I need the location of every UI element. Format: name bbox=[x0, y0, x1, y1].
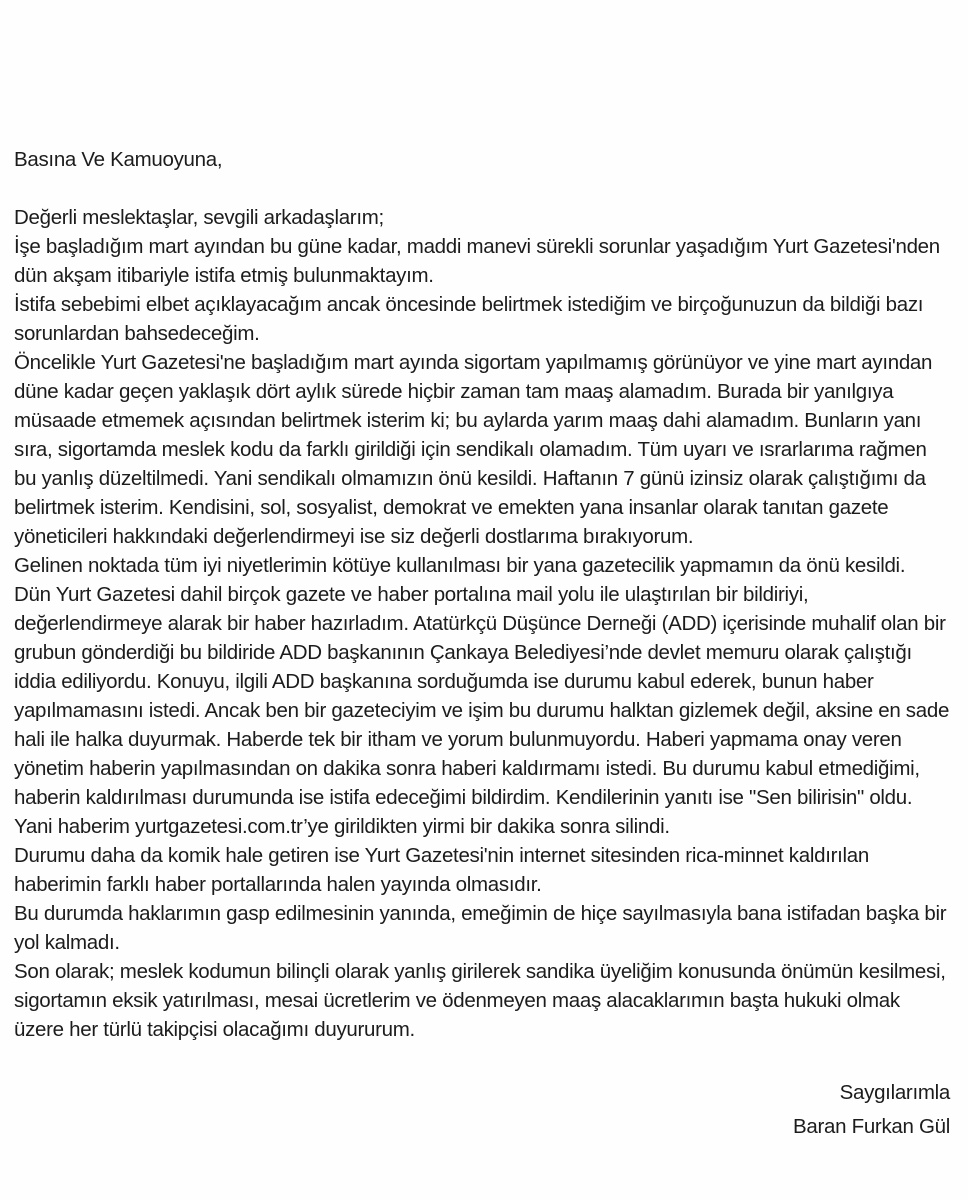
letter-paragraph: İstifa sebebimi elbet açıklayacağım ancak öncesinde belirtmek istediğim ve birçoğunuzun da bildiği bazı sorunlardan bahsedeceğim. bbox=[14, 293, 924, 345]
letter-paragraph: İşe başladığım mart ayından bu güne kadar, maddi manevi sürekli sorunlar yaşadığım Yurt Gazetesi'nden dün akşam itibariyle istifa etmiş bulunmaktayım. bbox=[14, 235, 940, 287]
signature-block bbox=[14, 1076, 950, 1144]
letter-paragraph: Durumu daha da komik hale getiren ise Yurt Gazetesi'nin internet sitesinden rica-minnet kaldırılan haberimin farklı haber portallarında halen yayında olmasıdır. bbox=[14, 844, 869, 896]
letter-paragraph: Öncelikle Yurt Gazetesi'ne başladığım mart ayında sigortam yapılmamış görünüyor ve yine mart ayından düne kadar geçen yaklaşık dört aylık sürede hiçbir zaman tam maaş alamadım. Burada bir yanılgıya müsaade etmemek açısından belirtmek isterim ki; bu aylarda yarım maaş dahi alamadım. Bunların yanı sıra, sigortamda meslek kodu da farklı girildiği için sendikalı olamadım. Tüm uyarı ve ısrarlarıma rağmen bu yanlış düzeltilmedi. Yani sendikalı olmamızın önü kesildi. Haftanın 7 günü izinsiz olarak çalıştığımı da belirtmek isterim. Kendisini, sol, sosyalist, demokrat ve emekten yana insanlar olarak tanıtan gazete yöneticileri hakkındaki değerlendirmeyi ise siz değerli dostlarıma bırakıyorum. bbox=[14, 351, 933, 548]
letter-greeting: Değerli meslektaşlar, sevgili arkadaşlarım; bbox=[14, 206, 384, 229]
letter-salutation: Basına Ve Kamuoyuna, bbox=[14, 148, 223, 171]
closing-salutation: Saygılarımla bbox=[839, 1081, 950, 1104]
letter-paragraph: Gelinen noktada tüm iyi niyetlerimin kötüye kullanılması bir yana gazetecilik yapmamın da önü kesildi. bbox=[14, 554, 906, 577]
letter-paragraph: Dün Yurt Gazetesi dahil birçok gazete ve haber portalına mail yolu ile ulaştırılan bir bildiriyi, değerlendirmeye alarak bir haber hazırladım. Atatürkçü Düşünce Derneği (ADD) içerisinde muhalif olan bir grubun gönderdiği bu bildiride ADD başkanının Çankaya Belediyesi’nde devlet memuru olarak çalıştığı iddia ediliyordu. Konuyu, ilgili ADD başkanına sorduğumda ise durumu kabul ederek, bunun haber yapılmamasını istedi. Ancak ben bir gazeteciyim ve işim bu durumu halktan gizlemek değil, aksine en sade hali ile halka duyurmak. Haberde tek bir itham ve yorum bulunmuyordu. Haberi yapmama onay veren yönetim haberin yapılmasından on dakika sonra haberi kaldırmamı istedi. Bu durumu kabul etmediğimi, haberin kaldırılması durumunda ise istifa edeceğimi bildirdim. Kendilerinin yanıtı ise "Sen bilirisin" oldu. Yani haberim yurtgazetesi.com.tr’ye girildikten yirmi bir dakika sonra silindi. bbox=[14, 583, 950, 838]
letter-paragraph: Son olarak; meslek kodumun bilinçli olarak yanlış girilerek sandika üyeliğim konusunda önümün kesilmesi, sigortamın eksik yatırılması, mesai ücretlerim ve ödenmeyen maaş alacaklarımın başta hukuki olmak üzere her türlü takipçisi olacağımı duyururum. bbox=[14, 960, 946, 1041]
signature-name: Baran Furkan Gül bbox=[793, 1115, 950, 1138]
letter-paragraph: Bu durumda haklarımın gasp edilmesinin yanında, emeğimin de hiçe sayılmasıyla bana istifadan başka bir yol kalmadı. bbox=[14, 902, 947, 954]
